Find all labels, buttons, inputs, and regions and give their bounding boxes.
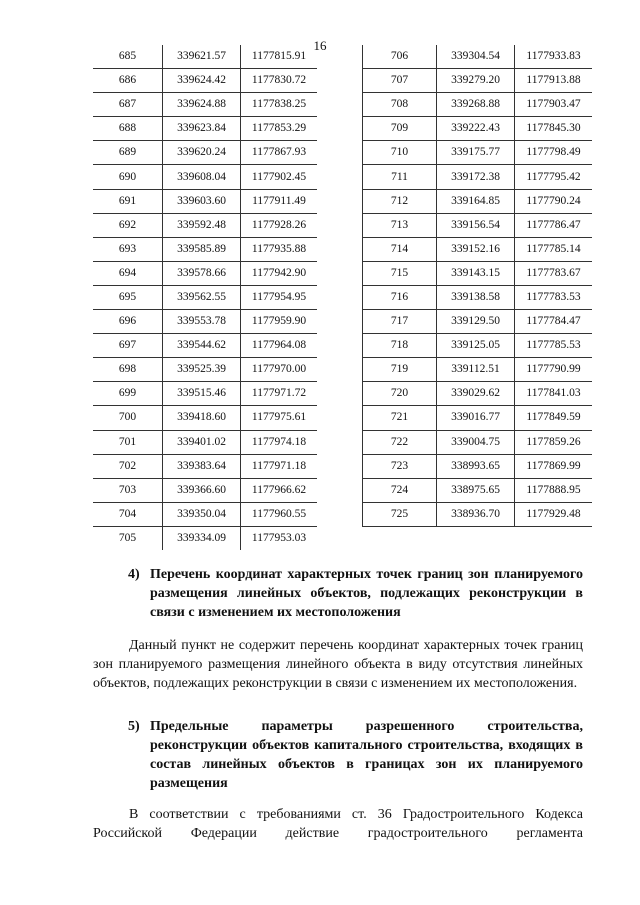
- point-number-cell: 689: [93, 141, 163, 165]
- table-row: [93, 430, 317, 454]
- point-number-cell: 698: [93, 358, 163, 382]
- y-coordinate-cell: 1177964.08: [241, 334, 318, 358]
- x-coordinate-cell: 339125.05: [437, 334, 515, 358]
- y-coordinate-cell: 1177970.00: [241, 358, 318, 382]
- y-coordinate-cell: 1177867.93: [241, 141, 318, 165]
- y-coordinate-cell: 1177845.30: [515, 117, 593, 141]
- y-coordinate-cell: 1177935.88: [241, 237, 318, 261]
- table-row: [363, 502, 593, 526]
- point-number-cell: 721: [363, 406, 437, 430]
- table-row: [363, 237, 593, 261]
- y-coordinate-cell: 1177975.61: [241, 406, 318, 430]
- table-row: [363, 165, 593, 189]
- point-number-cell: 711: [363, 165, 437, 189]
- table-row: [363, 382, 593, 406]
- point-number-cell: 723: [363, 454, 437, 478]
- table-row: [93, 213, 317, 237]
- x-coordinate-cell: 339608.04: [163, 165, 241, 189]
- x-coordinate-cell: 338936.70: [437, 502, 515, 526]
- section-5-heading-text: Предельные параметры разрешенного строительства, реконструкции объектов капитального строительства, входящих в состав линейных объектов в границах зон их планируемого размещения: [150, 719, 583, 791]
- y-coordinate-cell: 1177888.95: [515, 478, 593, 502]
- table-row: [363, 310, 593, 334]
- y-coordinate-cell: 1177869.99: [515, 454, 593, 478]
- y-coordinate-cell: 1177790.24: [515, 189, 593, 213]
- x-coordinate-cell: 339592.48: [163, 213, 241, 237]
- y-coordinate-cell: 1177785.14: [515, 237, 593, 261]
- x-coordinate-cell: 339350.04: [163, 502, 241, 526]
- x-coordinate-cell: 338993.65: [437, 454, 515, 478]
- x-coordinate-cell: 339304.54: [437, 45, 515, 69]
- point-number-cell: 705: [93, 526, 163, 550]
- table-row: [93, 454, 317, 478]
- table-row: [93, 406, 317, 430]
- y-coordinate-cell: 1177841.03: [515, 382, 593, 406]
- y-coordinate-cell: 1177783.53: [515, 285, 593, 309]
- x-coordinate-cell: 339562.55: [163, 285, 241, 309]
- x-coordinate-cell: 339383.64: [163, 454, 241, 478]
- x-coordinate-cell: 339401.02: [163, 430, 241, 454]
- y-coordinate-cell: 1177960.55: [241, 502, 318, 526]
- page-number: 16: [313, 38, 327, 53]
- x-coordinate-cell: 339515.46: [163, 382, 241, 406]
- y-coordinate-cell: 1177929.48: [515, 502, 593, 526]
- table-row: [363, 261, 593, 285]
- y-coordinate-cell: 1177928.26: [241, 213, 318, 237]
- x-coordinate-cell: 339418.60: [163, 406, 241, 430]
- point-number-cell: 695: [93, 285, 163, 309]
- section-4-number: 4): [128, 567, 140, 582]
- point-number-cell: 707: [363, 69, 437, 93]
- point-number-cell: 685: [93, 45, 163, 69]
- y-coordinate-cell: 1177798.49: [515, 141, 593, 165]
- x-coordinate-cell: 339172.38: [437, 165, 515, 189]
- point-number-cell: 686: [93, 69, 163, 93]
- y-coordinate-cell: 1177902.45: [241, 165, 318, 189]
- x-coordinate-cell: 339621.57: [163, 45, 241, 69]
- point-number-cell: 687: [93, 93, 163, 117]
- table-row: [93, 189, 317, 213]
- table-row: [363, 45, 593, 69]
- x-coordinate-cell: 339366.60: [163, 478, 241, 502]
- y-coordinate-cell: 1177933.83: [515, 45, 593, 69]
- y-coordinate-cell: 1177785.53: [515, 334, 593, 358]
- y-coordinate-cell: 1177849.59: [515, 406, 593, 430]
- x-coordinate-cell: 339129.50: [437, 310, 515, 334]
- table-row: [363, 141, 593, 165]
- table-row: [93, 165, 317, 189]
- section-4-paragraph: Данный пункт не содержит перечень координат характерных точек границ зон планируемого размещения линейного объекта в виду отсутствия линейных объектов, подлежащих реконструкции в связи с изменением их местоположения.: [93, 638, 583, 691]
- table-row: [363, 213, 593, 237]
- point-number-cell: 693: [93, 237, 163, 261]
- point-number-cell: 712: [363, 189, 437, 213]
- table-row: [363, 406, 593, 430]
- x-coordinate-cell: 339143.15: [437, 261, 515, 285]
- table-row: [93, 502, 317, 526]
- table-row: [363, 478, 593, 502]
- point-number-cell: 700: [93, 406, 163, 430]
- section-5-paragraph: В соответствии с требованиями ст. 36 Градостроительного Кодекса Российской Федерации действие градостроительного регламента: [93, 807, 583, 841]
- section-4-heading: [128, 565, 583, 622]
- x-coordinate-cell: 339578.66: [163, 261, 241, 285]
- point-number-cell: 691: [93, 189, 163, 213]
- table-row: [363, 454, 593, 478]
- y-coordinate-cell: 1177783.67: [515, 261, 593, 285]
- table-row: [363, 93, 593, 117]
- y-coordinate-cell: 1177830.72: [241, 69, 318, 93]
- y-coordinate-cell: 1177971.18: [241, 454, 318, 478]
- y-coordinate-cell: 1177913.88: [515, 69, 593, 93]
- point-number-cell: 709: [363, 117, 437, 141]
- point-number-cell: 701: [93, 430, 163, 454]
- y-coordinate-cell: 1177790.99: [515, 358, 593, 382]
- y-coordinate-cell: 1177959.90: [241, 310, 318, 334]
- point-number-cell: 690: [93, 165, 163, 189]
- y-coordinate-cell: 1177838.25: [241, 93, 318, 117]
- x-coordinate-cell: 339029.62: [437, 382, 515, 406]
- point-number-cell: 716: [363, 285, 437, 309]
- point-number-cell: 697: [93, 334, 163, 358]
- x-coordinate-cell: 339603.60: [163, 189, 241, 213]
- table-row: [93, 526, 317, 550]
- x-coordinate-cell: 339544.62: [163, 334, 241, 358]
- y-coordinate-cell: 1177784.47: [515, 310, 593, 334]
- y-coordinate-cell: 1177853.29: [241, 117, 318, 141]
- x-coordinate-cell: 339222.43: [437, 117, 515, 141]
- table-row: [93, 382, 317, 406]
- point-number-cell: 717: [363, 310, 437, 334]
- coordinates-table-right-body: [363, 45, 593, 526]
- x-coordinate-cell: 339585.89: [163, 237, 241, 261]
- x-coordinate-cell: 339279.20: [437, 69, 515, 93]
- section-5-number: 5): [128, 719, 140, 734]
- y-coordinate-cell: 1177815.91: [241, 45, 318, 69]
- point-number-cell: 710: [363, 141, 437, 165]
- y-coordinate-cell: 1177786.47: [515, 213, 593, 237]
- y-coordinate-cell: 1177974.18: [241, 430, 318, 454]
- y-coordinate-cell: 1177942.90: [241, 261, 318, 285]
- x-coordinate-cell: 339152.16: [437, 237, 515, 261]
- x-coordinate-cell: 338975.65: [437, 478, 515, 502]
- point-number-cell: 715: [363, 261, 437, 285]
- point-number-cell: 718: [363, 334, 437, 358]
- x-coordinate-cell: 339525.39: [163, 358, 241, 382]
- table-row: [93, 285, 317, 309]
- table-row: [93, 237, 317, 261]
- point-number-cell: 724: [363, 478, 437, 502]
- point-number-cell: 702: [93, 454, 163, 478]
- coordinates-table-right: [362, 45, 592, 527]
- point-number-cell: 706: [363, 45, 437, 69]
- y-coordinate-cell: 1177795.42: [515, 165, 593, 189]
- x-coordinate-cell: 339553.78: [163, 310, 241, 334]
- point-number-cell: 722: [363, 430, 437, 454]
- table-row: [363, 189, 593, 213]
- y-coordinate-cell: 1177954.95: [241, 285, 318, 309]
- x-coordinate-cell: 339334.09: [163, 526, 241, 550]
- point-number-cell: 694: [93, 261, 163, 285]
- y-coordinate-cell: 1177966.62: [241, 478, 318, 502]
- table-row: [363, 69, 593, 93]
- y-coordinate-cell: 1177859.26: [515, 430, 593, 454]
- table-row: [93, 334, 317, 358]
- table-row: [363, 358, 593, 382]
- table-row: [93, 141, 317, 165]
- x-coordinate-cell: 339138.58: [437, 285, 515, 309]
- x-coordinate-cell: 339175.77: [437, 141, 515, 165]
- point-number-cell: 720: [363, 382, 437, 406]
- x-coordinate-cell: 339624.42: [163, 69, 241, 93]
- x-coordinate-cell: 339156.54: [437, 213, 515, 237]
- table-row: [93, 45, 317, 69]
- point-number-cell: 719: [363, 358, 437, 382]
- x-coordinate-cell: 339004.75: [437, 430, 515, 454]
- point-number-cell: 699: [93, 382, 163, 406]
- coordinates-table-left-body: [93, 45, 317, 550]
- section-4-heading-text: Перечень координат характерных точек границ зон планируемого размещения линейных объектов, подлежащих реконструкции в связи с изменением их местоположения: [150, 567, 583, 620]
- table-row: [93, 117, 317, 141]
- table-row: [93, 93, 317, 117]
- x-coordinate-cell: 339620.24: [163, 141, 241, 165]
- table-row: [93, 358, 317, 382]
- section-5-heading: [128, 717, 583, 793]
- point-number-cell: 696: [93, 310, 163, 334]
- x-coordinate-cell: 339164.85: [437, 189, 515, 213]
- point-number-cell: 703: [93, 478, 163, 502]
- x-coordinate-cell: 339112.51: [437, 358, 515, 382]
- x-coordinate-cell: 339268.88: [437, 93, 515, 117]
- y-coordinate-cell: 1177971.72: [241, 382, 318, 406]
- point-number-cell: 688: [93, 117, 163, 141]
- table-row: [363, 285, 593, 309]
- x-coordinate-cell: 339623.84: [163, 117, 241, 141]
- y-coordinate-cell: 1177911.49: [241, 189, 318, 213]
- point-number-cell: 692: [93, 213, 163, 237]
- point-number-cell: 708: [363, 93, 437, 117]
- point-number-cell: 713: [363, 213, 437, 237]
- table-row: [363, 334, 593, 358]
- x-coordinate-cell: 339624.88: [163, 93, 241, 117]
- y-coordinate-cell: 1177953.03: [241, 526, 318, 550]
- coordinates-table-left: [93, 45, 317, 550]
- table-row: [93, 69, 317, 93]
- point-number-cell: 714: [363, 237, 437, 261]
- table-row: [363, 430, 593, 454]
- table-row: [93, 478, 317, 502]
- x-coordinate-cell: 339016.77: [437, 406, 515, 430]
- y-coordinate-cell: 1177903.47: [515, 93, 593, 117]
- table-row: [93, 310, 317, 334]
- point-number-cell: 725: [363, 502, 437, 526]
- table-row: [93, 261, 317, 285]
- point-number-cell: 704: [93, 502, 163, 526]
- table-row: [363, 117, 593, 141]
